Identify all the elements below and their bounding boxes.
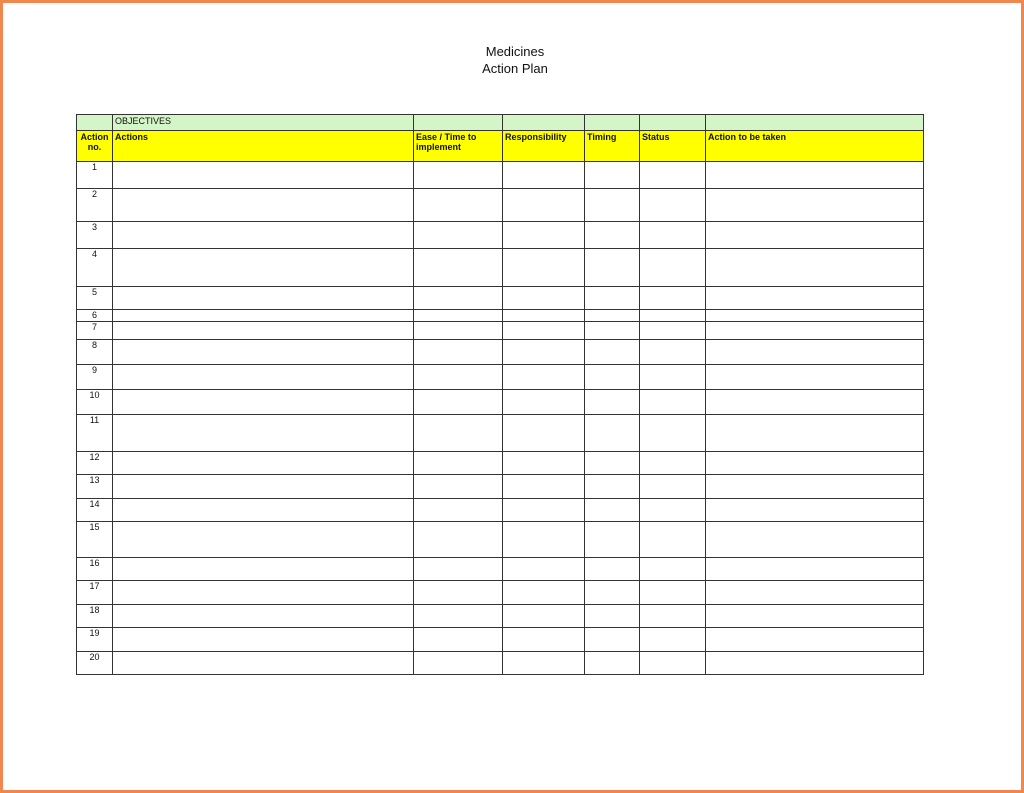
responsibility-cell[interactable] [503,322,585,340]
header-row [77,131,924,162]
action-plan-table [76,114,924,675]
ease-time-cell[interactable] [414,652,503,675]
ease-time-cell[interactable] [414,249,503,287]
actions-cell[interactable] [113,162,414,189]
objectives-label: OBJECTIVES [113,115,414,131]
ease-time-cell[interactable] [414,162,503,189]
action-to-be-taken-cell[interactable] [706,605,924,628]
status-cell[interactable] [640,499,706,522]
status-cell[interactable] [640,628,706,652]
actions-cell[interactable] [113,287,414,310]
actions-cell[interactable] [113,249,414,287]
timing-cell[interactable] [585,222,640,249]
action-to-be-taken-cell[interactable] [706,558,924,581]
row-number-cell: 8 [77,340,113,365]
table-row [77,499,924,522]
actions-cell[interactable] [113,652,414,675]
action-to-be-taken-cell[interactable] [706,415,924,452]
table-row [77,522,924,558]
action-to-be-taken-cell[interactable] [706,162,924,189]
action-to-be-taken-cell[interactable] [706,249,924,287]
row-number-cell: 5 [77,287,113,310]
table-row [77,452,924,475]
header-action-to-be-taken: Action to be taken [706,131,924,162]
ease-time-cell[interactable] [414,322,503,340]
timing-cell[interactable] [585,189,640,222]
ease-time-cell[interactable] [414,390,503,415]
responsibility-cell[interactable] [503,522,585,558]
status-cell[interactable] [640,390,706,415]
objectives-cell-blank [706,115,924,131]
header-actions: Actions [113,131,414,162]
table-row [77,558,924,581]
objectives-cell-blank [640,115,706,131]
status-cell[interactable] [640,558,706,581]
status-cell[interactable] [640,475,706,499]
table-row [77,222,924,249]
actions-cell[interactable] [113,365,414,390]
row-number-cell: 3 [77,222,113,249]
responsibility-cell[interactable] [503,581,585,605]
responsibility-cell[interactable] [503,452,585,475]
table-row [77,581,924,605]
row-number-cell: 15 [77,522,113,558]
status-cell[interactable] [640,415,706,452]
status-cell[interactable] [640,522,706,558]
action-to-be-taken-cell[interactable] [706,340,924,365]
status-cell[interactable] [640,222,706,249]
objectives-cell-blank [414,115,503,131]
header-responsibility: Responsibility [503,131,585,162]
ease-time-cell[interactable] [414,340,503,365]
action-to-be-taken-cell[interactable] [706,581,924,605]
table-row [77,249,924,287]
responsibility-cell[interactable] [503,475,585,499]
status-cell[interactable] [640,287,706,310]
row-number-cell: 10 [77,390,113,415]
action-to-be-taken-cell[interactable] [706,452,924,475]
actions-cell[interactable] [113,415,414,452]
document-title [3,43,1024,77]
responsibility-cell[interactable] [503,340,585,365]
table-row [77,310,924,322]
status-cell[interactable] [640,189,706,222]
ease-time-cell[interactable] [414,581,503,605]
status-cell[interactable] [640,581,706,605]
status-cell[interactable] [640,340,706,365]
responsibility-cell[interactable] [503,189,585,222]
objectives-row [77,115,924,131]
actions-cell[interactable] [113,475,414,499]
responsibility-cell[interactable] [503,365,585,390]
timing-cell[interactable] [585,499,640,522]
responsibility-cell[interactable] [503,605,585,628]
action-to-be-taken-cell[interactable] [706,475,924,499]
objectives-cell-blank [503,115,585,131]
row-number-cell: 2 [77,189,113,222]
table-row [77,189,924,222]
row-number-cell: 20 [77,652,113,675]
timing-cell[interactable] [585,322,640,340]
objectives-cell-blank [585,115,640,131]
responsibility-cell[interactable] [503,628,585,652]
ease-time-cell[interactable] [414,522,503,558]
timing-cell[interactable] [585,522,640,558]
row-number-cell: 7 [77,322,113,340]
row-number-cell: 9 [77,365,113,390]
ease-time-cell[interactable] [414,365,503,390]
header-ease-time: Ease / Time to implement [414,131,503,162]
timing-cell[interactable] [585,581,640,605]
action-to-be-taken-cell[interactable] [706,287,924,310]
row-number-cell: 14 [77,499,113,522]
responsibility-cell[interactable] [503,415,585,452]
objectives-cell-blank [77,115,113,131]
row-number-cell: 17 [77,581,113,605]
actions-cell[interactable] [113,222,414,249]
responsibility-cell[interactable] [503,499,585,522]
actions-cell[interactable] [113,189,414,222]
row-number-cell: 13 [77,475,113,499]
status-cell[interactable] [640,365,706,390]
table-row [77,390,924,415]
ease-time-cell[interactable] [414,475,503,499]
responsibility-cell[interactable] [503,310,585,322]
actions-cell[interactable] [113,452,414,475]
row-number-cell: 4 [77,249,113,287]
status-cell[interactable] [640,249,706,287]
responsibility-cell[interactable] [503,287,585,310]
row-number-cell: 6 [77,310,113,322]
ease-time-cell[interactable] [414,499,503,522]
timing-cell[interactable] [585,287,640,310]
actions-cell[interactable] [113,340,414,365]
actions-cell[interactable] [113,390,414,415]
header-action-no: Action no. [77,131,113,162]
status-cell[interactable] [640,452,706,475]
action-to-be-taken-cell[interactable] [706,522,924,558]
action-to-be-taken-cell[interactable] [706,310,924,322]
timing-cell[interactable] [585,452,640,475]
responsibility-cell[interactable] [503,390,585,415]
actions-cell[interactable] [113,322,414,340]
ease-time-cell[interactable] [414,558,503,581]
ease-time-cell[interactable] [414,222,503,249]
table-row [77,287,924,310]
actions-cell[interactable] [113,581,414,605]
action-to-be-taken-cell[interactable] [706,189,924,222]
actions-cell[interactable] [113,310,414,322]
row-number-cell: 11 [77,415,113,452]
responsibility-cell[interactable] [503,162,585,189]
table-row [77,365,924,390]
row-number-cell: 16 [77,558,113,581]
ease-time-cell[interactable] [414,287,503,310]
ease-time-cell[interactable] [414,415,503,452]
row-number-cell: 12 [77,452,113,475]
action-to-be-taken-cell[interactable] [706,365,924,390]
table-row [77,340,924,365]
row-number-cell: 1 [77,162,113,189]
table-row [77,475,924,499]
row-number-cell: 19 [77,628,113,652]
responsibility-cell[interactable] [503,222,585,249]
title-line-1: Medicines [485,44,545,59]
timing-cell[interactable] [585,605,640,628]
timing-cell[interactable] [585,249,640,287]
timing-cell[interactable] [585,390,640,415]
responsibility-cell[interactable] [503,249,585,287]
ease-time-cell[interactable] [414,189,503,222]
action-to-be-taken-cell[interactable] [706,322,924,340]
header-timing: Timing [585,131,640,162]
action-to-be-taken-cell[interactable] [706,499,924,522]
table-row [77,652,924,675]
row-number-cell: 18 [77,605,113,628]
header-status: Status [640,131,706,162]
ease-time-cell[interactable] [414,628,503,652]
title-line-2: Action Plan [482,61,548,76]
status-cell[interactable] [640,162,706,189]
actions-cell[interactable] [113,522,414,558]
actions-cell[interactable] [113,628,414,652]
actions-cell[interactable] [113,558,414,581]
responsibility-cell[interactable] [503,652,585,675]
ease-time-cell[interactable] [414,310,503,322]
action-to-be-taken-cell[interactable] [706,222,924,249]
timing-cell[interactable] [585,340,640,365]
actions-cell[interactable] [113,499,414,522]
status-cell[interactable] [640,310,706,322]
table-row [77,162,924,189]
timing-cell[interactable] [585,628,640,652]
status-cell[interactable] [640,652,706,675]
ease-time-cell[interactable] [414,452,503,475]
status-cell[interactable] [640,605,706,628]
table-row [77,415,924,452]
timing-cell[interactable] [585,162,640,189]
timing-cell[interactable] [585,558,640,581]
action-to-be-taken-cell[interactable] [706,390,924,415]
status-cell[interactable] [640,322,706,340]
timing-cell[interactable] [585,652,640,675]
timing-cell[interactable] [585,310,640,322]
timing-cell[interactable] [585,365,640,390]
action-to-be-taken-cell[interactable] [706,628,924,652]
table-row [77,628,924,652]
table-row [77,605,924,628]
ease-time-cell[interactable] [414,605,503,628]
table-row [77,322,924,340]
timing-cell[interactable] [585,415,640,452]
responsibility-cell[interactable] [503,558,585,581]
actions-cell[interactable] [113,605,414,628]
timing-cell[interactable] [585,475,640,499]
action-to-be-taken-cell[interactable] [706,652,924,675]
